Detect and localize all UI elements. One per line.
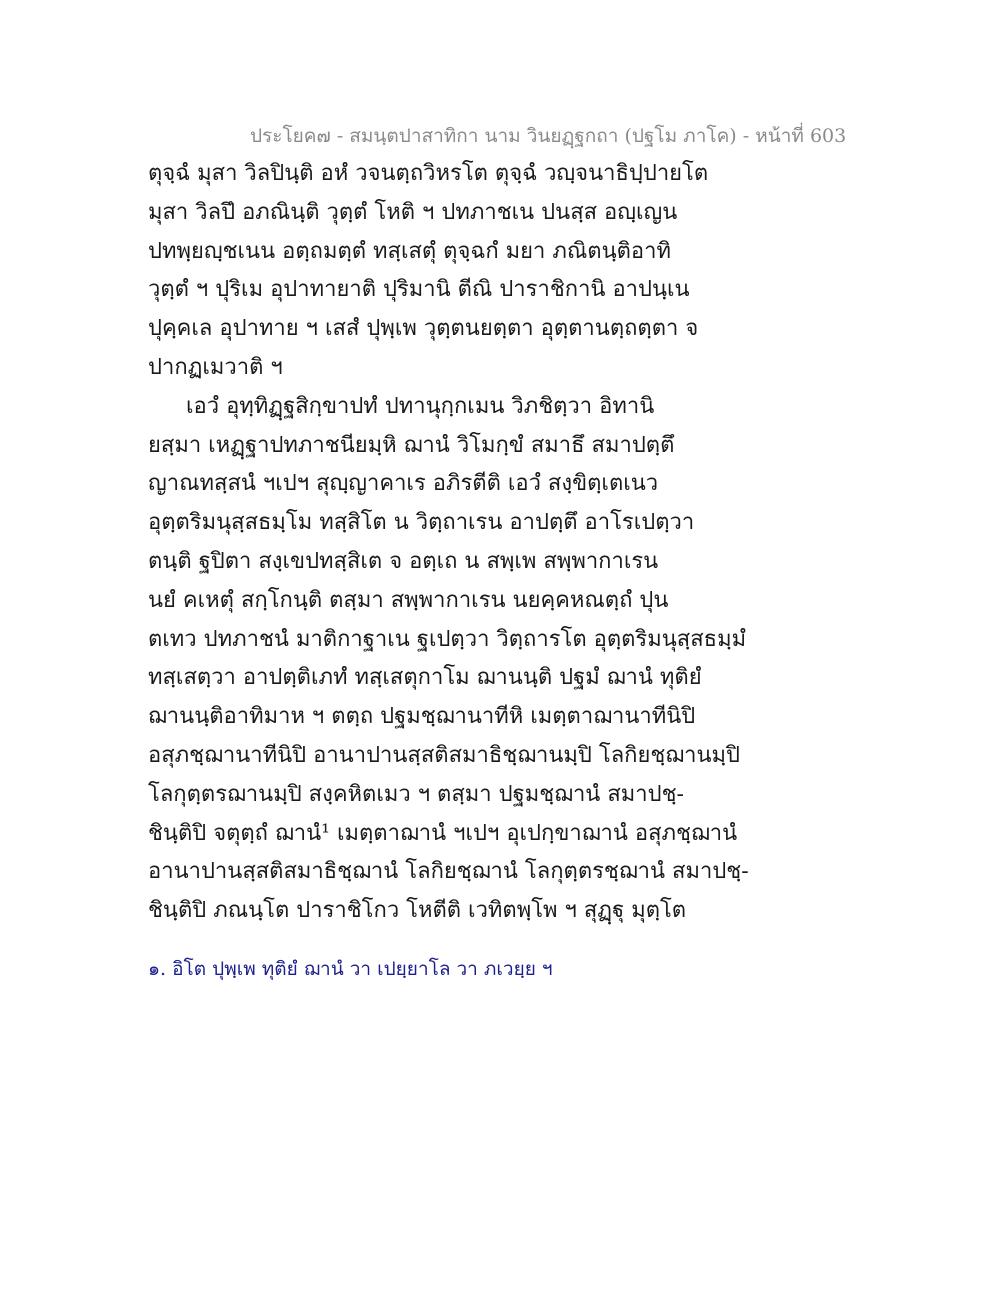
text-line: ปากฏเมวาติ ฯ (148, 354, 283, 380)
text-line: มุสา วิลปึ อภณินฺติ วุตฺตํ โหติ ฯ ปทภาชเน ปนสฺส อญฺเญน (148, 199, 678, 225)
text-line: นยํ คเหตุํ สกฺโกนฺติ ตสฺมา สพฺพากาเรน นยคฺคหณตฺถํ ปุน (148, 587, 669, 613)
text-line: อุตฺตริมนุสฺสธมฺโม ทสฺสิโต น วิตฺถาเรน อาปตฺตึ อาโรเปตฺวา (148, 510, 695, 536)
text-line: อานาปานสฺสติสมาธิชฺฌานํ โลกิยชฺฌานํ โลกุตฺตรชฺฌานํ สมาปชฺ- (148, 859, 749, 885)
body-text (148, 155, 749, 931)
text-line: ปทพฺยญฺชเนน อตฺถมตฺตํ ทสฺเสตุํ ตุจฺฉกํ มยา ภณิตนฺติอาทิ (148, 238, 671, 264)
running-header: ประโยค๗ - สมนฺตปาสาทิกา นาม วินยฏฺฐกถา (ปฐโม ภาโค) - หน้าที่ 603 (250, 125, 847, 147)
footnote: ๑. อิโต ปุพฺเพ ทุติยํ ฌานํ วา เปยฺยาโล วา ภเวยฺย ฯ (148, 958, 553, 980)
text-line: วุตฺตํ ฯ ปุริเม อุปาทายาติ ปุริมานิ ตีณิ ปาราชิกานิ อาปนฺเน (148, 277, 690, 303)
text-line: ญาณทสฺสนํ ฯเปฯ สุญฺญาคาเร อภิรตีติ เอวํ สงฺขิตฺเตเนว (148, 471, 659, 497)
text-line: ฌานนฺติอาทิมาห ฯ ตตฺถ ปฐมชฺฌานาทีหิ เมตฺตาฌานาทีนิปิ (148, 704, 696, 730)
text-line: ชินฺติปิ จตุตฺถํ ฌานํ¹ เมตฺตาฌานํ ฯเปฯ อุเปกฺขาฌานํ อสุภชฺฌานํ (148, 820, 738, 846)
text-line: ยสฺมา เหฏฺฐาปทภาชนียมฺหิ ฌานํ วิโมกฺขํ สมาธึ สมาปตฺตึ (148, 432, 675, 458)
text-line: ตเทว ปทภาชนํ มาติกาฐาเน ฐเปตฺวา วิตฺถารโต อุตฺตริมนุสฺสธมฺมํ (148, 626, 747, 652)
text-line: อสุภชฺฌานาทีนิปิ อานาปานสฺสติสมาธิชฺฌานมฺปิ โลกิยชฺฌานมฺปิ (148, 742, 740, 768)
text-line: ตุจฺฉํ มุสา วิลปินฺติ อหํ วจนตฺถวิหรโต ตุจฺฉํ วญฺจนาธิปฺปายโต (148, 161, 709, 186)
text-line: ทสฺเสตฺวา อาปตฺติเภทํ ทสฺเสตุกาโม ฌานนฺติ ปฐมํ ฌานํ ทุติยํ (148, 665, 702, 691)
text-line: ตนฺติ ฐปิตา สงฺเขปทสฺสิเต จ อตฺเถ น สพฺเพ สพฺพากาเรน (148, 548, 659, 574)
text-line: ชินฺติปิ ภณนฺโต ปาราชิโกว โหตีติ เวทิตพฺโพ ฯ สุฏฺฐุ มุตฺโต (148, 898, 687, 924)
text-line: โลกุตฺตรฌานมฺปิ สงฺคหิตเมว ฯ ตสฺมา ปฐมชฺฌานํ สมาปชฺ- (148, 781, 684, 807)
paragraph-start-line: เอวํ อุทฺทิฏฺฐสิกฺขาปทํ ปทานุกฺกเมน วิภชิตฺวา อิทานิ (186, 393, 655, 419)
text-line: ปุคฺคเล อุปาทาย ฯ เสสํ ปุพฺเพ วุตฺตนยตฺตา อุตฺตานตฺถตฺตา จ (148, 316, 699, 342)
